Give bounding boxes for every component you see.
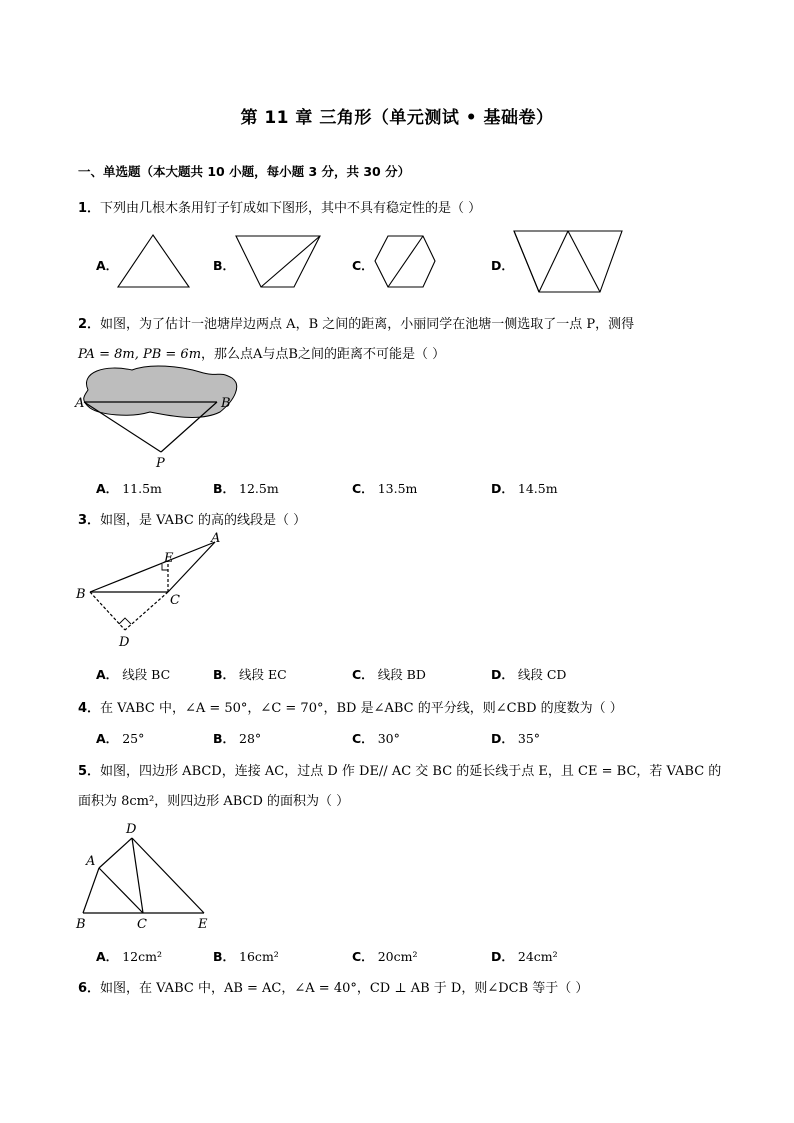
- q4-option-b: B． 28°: [213, 731, 262, 746]
- q4-option-c: C． 30°: [352, 731, 400, 746]
- question-2: [78, 313, 634, 332]
- question-5: [78, 760, 721, 779]
- question-text: 在 VABC 中，∠A = 50°，∠C = 70°，BD 是∠ABC 的平分线，则∠CBD 的度数为（ ）: [100, 701, 623, 716]
- point-label-a: A: [75, 396, 85, 411]
- trapezoid-figure: [236, 236, 320, 287]
- quadrilateral-figure: [70, 815, 230, 935]
- q2-option-b: B． 12.5m: [213, 481, 279, 496]
- point-label-e: E: [164, 551, 174, 566]
- given-lengths: PA = 8m, PB = 6m: [78, 347, 202, 362]
- q2-option-d: D． 14.5m: [491, 481, 558, 496]
- point-label-a: A: [211, 531, 221, 546]
- q1-figures: [0, 0, 794, 300]
- q4-option-d: D． 35°: [491, 731, 541, 746]
- question-text: 如图，为了估计一池塘岸边两点 A，B 之间的距离，小丽同学在池塘一侧选取了一点 P，测得: [100, 317, 635, 332]
- point-label-a: A: [86, 854, 96, 869]
- question-text: 下列由几根木条用钉子钉成如下图形，其中不具有稳定性的是（ ）: [100, 201, 482, 216]
- question-text: 如图，四边形 ABCD，连接 AC，过点 D 作 DE// AC 交 BC 的延长线于点 E，且 CE = BC，若 VABC 的: [100, 764, 722, 779]
- question-4: [78, 697, 623, 716]
- point-label-p: P: [156, 456, 165, 471]
- q3-option-c: C． 线段 BD: [352, 667, 426, 682]
- question-number: 1．: [78, 201, 101, 216]
- q3-option-a: A． 线段 BC: [96, 667, 171, 682]
- q1-option-d: D．: [491, 258, 514, 273]
- pond-figure: [70, 360, 240, 475]
- q1-option-a: A．: [96, 258, 119, 273]
- point-label-e: E: [198, 917, 208, 932]
- point-label-d: D: [126, 822, 137, 837]
- triangle-figure: [118, 235, 189, 287]
- triangle-height-figure: [70, 530, 240, 655]
- point-label-c: C: [170, 593, 180, 608]
- question-number: 2．: [78, 317, 101, 332]
- section-heading: 一、单选题（本大题共 10 小题，每小题 3 分，共 30 分）: [78, 164, 411, 179]
- point-label-c: C: [137, 917, 147, 932]
- pond-shape: [84, 366, 237, 418]
- question-number: 6．: [78, 981, 101, 996]
- question-number: 4．: [78, 701, 101, 716]
- point-label-d: D: [119, 635, 130, 650]
- point-label-b: B: [221, 396, 231, 411]
- three-triangle-figure: [514, 231, 622, 292]
- q2-option-c: C． 13.5m: [352, 481, 418, 496]
- q5-option-d: D． 24cm²: [491, 949, 558, 964]
- point-label-b: B: [76, 587, 86, 602]
- question-text: 面积为 8cm²，则四边形 ABCD 的面积为（ ）: [78, 794, 350, 809]
- q5-option-c: C． 20cm²: [352, 949, 418, 964]
- q5-option-a: A． 12cm²: [96, 949, 162, 964]
- question-text: 如图，是 VABC 的高的线段是（ ）: [100, 513, 307, 528]
- point-label-b: B: [76, 917, 86, 932]
- question-5-line2: [78, 790, 349, 809]
- q2-option-a: A． 11.5m: [96, 481, 162, 496]
- q4-option-a: A． 25°: [96, 731, 145, 746]
- page-title: 第 11 章 三角形（单元测试 • 基础卷）: [240, 108, 554, 128]
- hexagon-figure: [375, 236, 435, 287]
- question-number: 5．: [78, 764, 101, 779]
- question-3: [78, 509, 306, 528]
- q3-option-b: B． 线段 EC: [213, 667, 287, 682]
- q1-option-b: B．: [213, 258, 236, 273]
- q1-option-c: C．: [352, 258, 374, 273]
- q3-option-d: D． 线段 CD: [491, 667, 567, 682]
- question-6: [78, 977, 588, 996]
- question-number: 3．: [78, 513, 101, 528]
- q5-option-b: B． 16cm²: [213, 949, 279, 964]
- question-text: ，那么点A与点B之间的距离不可能是（ ）: [201, 347, 446, 362]
- question-text: 如图，在 VABC 中，AB = AC，∠A = 40°，CD ⊥ AB 于 D，则∠DCB 等于（ ）: [100, 981, 589, 996]
